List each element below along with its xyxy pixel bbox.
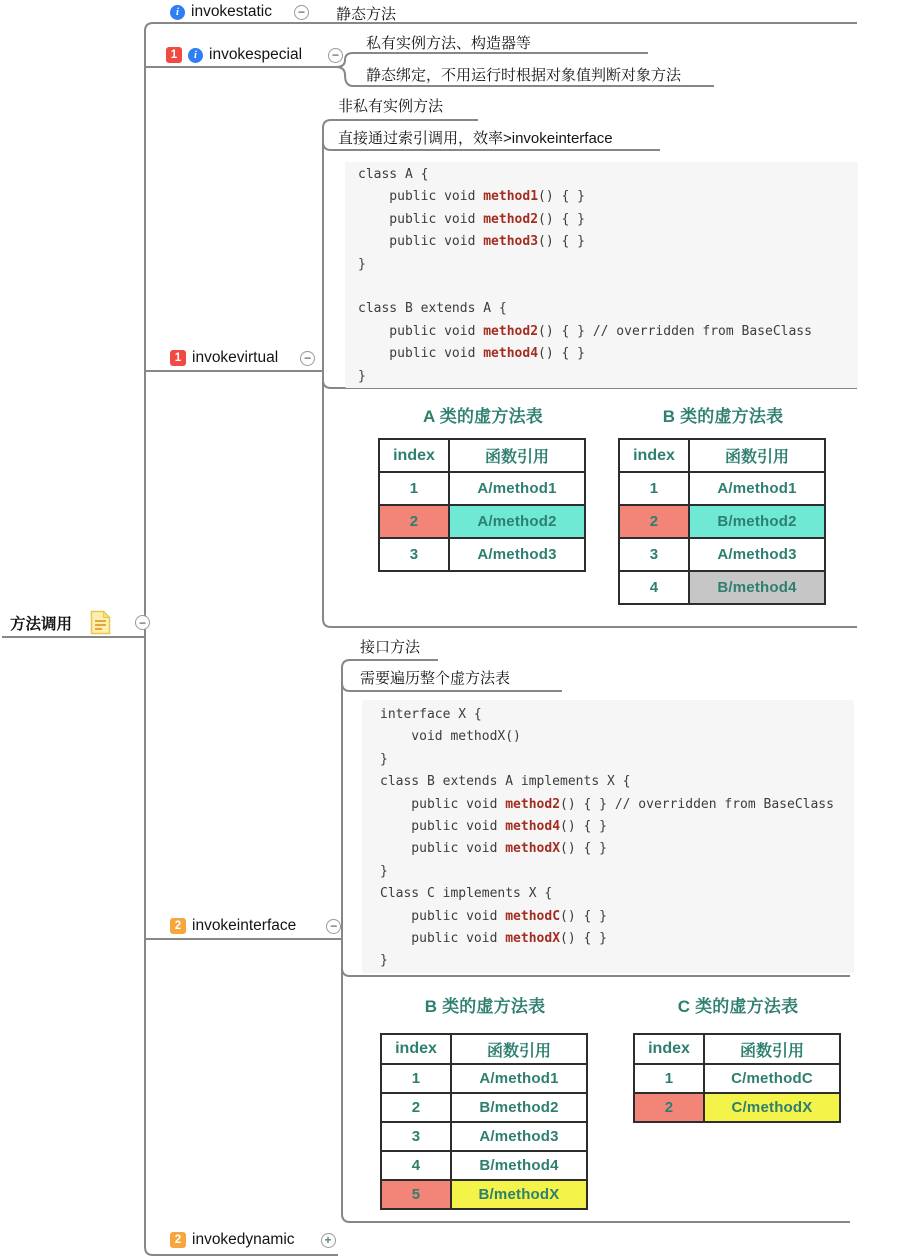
code-line: void methodX()	[380, 729, 521, 745]
topic-invokeinterface[interactable]	[170, 917, 341, 935]
vtable-c[interactable]	[633, 1033, 841, 1123]
topic-interface-desc2-label: 需要遍历整个虚方法表	[360, 670, 511, 687]
code-line: }	[380, 863, 388, 879]
root-topic-label: 方法调用	[10, 615, 73, 633]
code-line: class B extends A implements X {	[380, 774, 631, 790]
vtable-header-cell: index	[379, 439, 449, 472]
topic-special-desc1[interactable]	[366, 32, 531, 53]
invokedynamic-expand-button[interactable]: +	[321, 1233, 336, 1248]
code-line: public void method4() { }	[358, 346, 585, 362]
priority-badge[interactable]: 2	[170, 1232, 186, 1248]
vtable-ref-cell: B/method2	[451, 1093, 587, 1122]
vtable-b-bottom[interactable]	[380, 1033, 588, 1210]
topic-invokespecial-label: invokespecial	[209, 46, 303, 63]
vtable-a[interactable]	[378, 438, 586, 572]
vtable-ref-cell: A/method3	[449, 538, 585, 571]
vtable-a-title: A 类的虚方法表	[423, 407, 543, 426]
vtable-b-top[interactable]	[618, 438, 826, 605]
vtable-header-cell: 函数引用	[704, 1034, 840, 1064]
vtable-index-cell: 4	[619, 571, 689, 604]
vtable-index-cell: 5	[381, 1180, 451, 1209]
root-collapse-button[interactable]: −	[135, 615, 150, 630]
vtable-c-table	[633, 1033, 841, 1123]
vtable-index-cell: 2	[634, 1093, 704, 1122]
vtable-row	[619, 571, 825, 604]
code-line: interface X {	[380, 707, 482, 722]
vtable-index-cell: 2	[379, 505, 449, 538]
priority-badge[interactable]: 1	[166, 47, 182, 63]
vtable-ref-cell: C/methodC	[704, 1064, 840, 1093]
vtable-b-top-title: B 类的虚方法表	[662, 407, 784, 426]
code-line: public void methodX() { }	[380, 930, 607, 946]
vtable-index-cell: 3	[379, 538, 449, 571]
vtable-ref-cell: A/method1	[451, 1064, 587, 1093]
vtable-ref-cell: C/methodX	[704, 1093, 840, 1122]
code-line: public void method1() { }	[358, 189, 585, 205]
topic-virtual-desc1-label: 非私有实例方法	[338, 98, 444, 115]
vtable-ref-cell: A/method1	[449, 472, 585, 505]
vtable-ref-cell: B/method4	[689, 571, 825, 604]
vtable-row	[381, 1180, 587, 1209]
vtable-row	[381, 1093, 587, 1122]
code-line: }	[380, 953, 388, 969]
vtable-ref-cell: A/method3	[689, 538, 825, 571]
topic-static-method[interactable]	[336, 3, 396, 24]
code-line: public void method4() { }	[380, 818, 607, 834]
topic-interface-desc2[interactable]	[360, 667, 510, 688]
priority-badge[interactable]: 1	[170, 350, 186, 366]
code-line: class B extends A {	[358, 301, 507, 317]
code-line: Class C implements X {	[380, 886, 553, 902]
vtable-row	[381, 1151, 587, 1180]
topic-invokestatic[interactable]	[170, 3, 309, 21]
vtable-b-bottom-table	[380, 1033, 588, 1210]
code-line: public void method2() { }	[358, 211, 585, 227]
info-icon[interactable]: i	[188, 48, 203, 63]
vtable-row	[381, 1122, 587, 1151]
vtable-index-cell: 1	[381, 1064, 451, 1093]
topic-virtual-desc2-label: 直接通过索引调用，效率>invokeinterface	[338, 130, 613, 147]
vtable-row	[379, 505, 585, 538]
note-icon[interactable]	[90, 610, 111, 635]
vtable-row	[634, 1093, 840, 1122]
vtable-index-cell: 1	[634, 1064, 704, 1093]
code-line: public void method2() { } // overridden from BaseClass	[380, 796, 834, 812]
vtable-ref-cell: B/method4	[451, 1151, 587, 1180]
vtable-ref-cell: A/method2	[449, 505, 585, 538]
invokestatic-collapse-button[interactable]: −	[294, 5, 309, 20]
topic-interface-desc1[interactable]	[360, 636, 420, 657]
topic-special-desc2-label: 静态绑定，不用运行时根据对象值判断对象方法	[366, 67, 682, 84]
vtable-ref-cell: A/method1	[689, 472, 825, 505]
topic-special-desc2[interactable]	[366, 64, 681, 85]
vtable-header-cell: index	[381, 1034, 451, 1064]
vtable-index-cell: 1	[619, 472, 689, 505]
code-line: public void methodC() { }	[380, 908, 607, 924]
topic-special-desc1-label: 私有实例方法、构造器等	[366, 35, 532, 52]
vtable-header-cell: index	[619, 439, 689, 472]
topic-invokedynamic-label: invokedynamic	[192, 1231, 295, 1248]
topic-invokespecial[interactable]	[166, 46, 343, 64]
vtable-index-cell: 1	[379, 472, 449, 505]
vtable-index-cell: 2	[381, 1093, 451, 1122]
vtable-header-cell: 函数引用	[689, 439, 825, 472]
topic-virtual-desc1[interactable]	[338, 95, 443, 116]
invokevirtual-collapse-button[interactable]: −	[300, 351, 315, 366]
topic-invokevirtual-label: invokevirtual	[192, 349, 279, 366]
vtable-b-bottom-title: B 类的虚方法表	[424, 997, 546, 1016]
code-line: class A {	[358, 167, 429, 182]
vtable-row	[634, 1064, 840, 1093]
code-image-invokevirtual[interactable]	[345, 162, 858, 388]
vtable-index-cell: 3	[381, 1122, 451, 1151]
invokeinterface-collapse-button[interactable]: −	[326, 919, 341, 934]
vtable-header-cell: index	[634, 1034, 704, 1064]
vtable-ref-cell: A/method3	[451, 1122, 587, 1151]
topic-invokevirtual[interactable]	[170, 349, 315, 367]
vtable-row	[379, 538, 585, 571]
root-topic[interactable]	[10, 610, 150, 635]
vtable-index-cell: 2	[619, 505, 689, 538]
vtable-c-title: C 类的虚方法表	[677, 997, 799, 1016]
code-image-invokeinterface[interactable]	[362, 700, 854, 973]
vtable-index-cell: 4	[381, 1151, 451, 1180]
vtable-b-top-table	[618, 438, 826, 605]
code-line: public void method2() { } // overridden from BaseClass	[358, 323, 812, 339]
invokespecial-collapse-button[interactable]: −	[328, 48, 343, 63]
code-line: public void methodX() { }	[380, 841, 607, 857]
vtable-row	[379, 472, 585, 505]
code-line: public void method3() { }	[358, 234, 585, 250]
topic-static-method-label: 静态方法	[336, 6, 397, 23]
vtable-ref-cell: B/methodX	[451, 1180, 587, 1209]
topic-invokedynamic[interactable]	[170, 1231, 336, 1249]
info-icon[interactable]: i	[170, 5, 185, 20]
topic-virtual-desc2[interactable]	[338, 127, 613, 148]
topic-invokeinterface-label: invokeinterface	[192, 917, 297, 934]
vtable-header-cell: 函数引用	[451, 1034, 587, 1064]
vtable-header-cell: 函数引用	[449, 439, 585, 472]
vtable-a-table	[378, 438, 586, 572]
code-line: }	[358, 256, 366, 272]
vtable-row	[619, 472, 825, 505]
topic-invokestatic-label: invokestatic	[191, 3, 272, 20]
code-line: }	[358, 368, 366, 384]
vtable-ref-cell: B/method2	[689, 505, 825, 538]
topic-interface-desc1-label: 接口方法	[360, 639, 421, 656]
code-line: }	[380, 751, 388, 767]
priority-badge[interactable]: 2	[170, 918, 186, 934]
vtable-index-cell: 3	[619, 538, 689, 571]
vtable-row	[619, 538, 825, 571]
vtable-row	[619, 505, 825, 538]
code-line	[358, 276, 858, 298]
vtable-row	[381, 1064, 587, 1093]
